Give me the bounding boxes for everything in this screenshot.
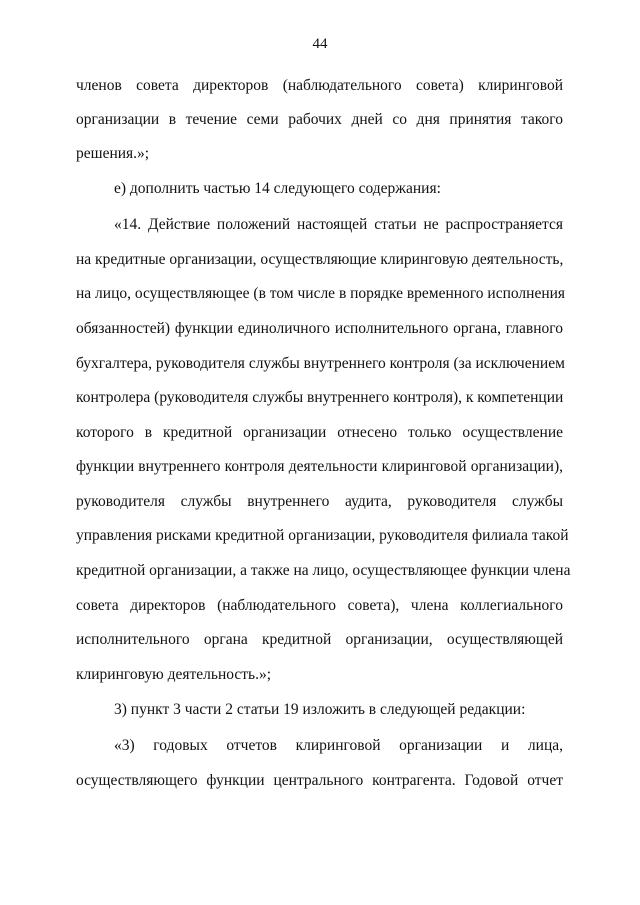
text-line: «3) годовых отчетов клиринговой организации и лица, bbox=[114, 737, 563, 754]
text-line: клиринговую деятельность.»; bbox=[76, 666, 272, 683]
text-line: организации в течение семи рабочих дней со дня принятия такого bbox=[76, 111, 563, 128]
text-line: контролера (руководителя службы внутреннего контроля), к компетенции bbox=[76, 389, 564, 406]
text-line: 3) пункт 3 части 2 статьи 19 изложить в следующей редакции: bbox=[114, 701, 526, 718]
text-line: руководителя службы внутреннего аудита, руководителя службы bbox=[76, 493, 563, 510]
text-line: «14. Действие положений настоящей статьи не распространяется bbox=[114, 216, 563, 233]
text-line: на лицо, осуществляющее (в том числе в порядке временного исполнения bbox=[76, 285, 566, 302]
page-number: 44 bbox=[312, 36, 328, 52]
text-line: управления рисками кредитной организации, руководителя филиала такой bbox=[76, 527, 569, 544]
text-line: на кредитные организации, осуществляющие клиринговую деятельность, bbox=[76, 251, 564, 268]
text-line: исполнительного органа кредитной организации, осуществляющей bbox=[76, 631, 563, 648]
text-line: которого в кредитной организации отнесено только осуществление bbox=[76, 424, 563, 441]
text-line: обязанностей) функции единоличного исполнительного органа, главного bbox=[76, 320, 563, 337]
text-line: решения.»; bbox=[76, 145, 150, 162]
text-line: е) дополнить частью 14 следующего содержания: bbox=[114, 180, 441, 197]
text-line: совета директоров (наблюдательного совета), члена коллегиального bbox=[76, 597, 563, 614]
text-line: членов совета директоров (наблюдательного совета) клиринговой bbox=[76, 77, 563, 94]
text-line: бухгалтера, руководителя службы внутреннего контроля (за исключением bbox=[76, 355, 565, 372]
text-line: функции внутреннего контроля деятельности клиринговой организации), bbox=[76, 458, 563, 475]
text-line: кредитной организации, а также на лицо, осуществляющее функции члена bbox=[76, 562, 571, 579]
text-line: осуществляющего функции центрального контрагента. Годовой отчет bbox=[76, 772, 563, 789]
